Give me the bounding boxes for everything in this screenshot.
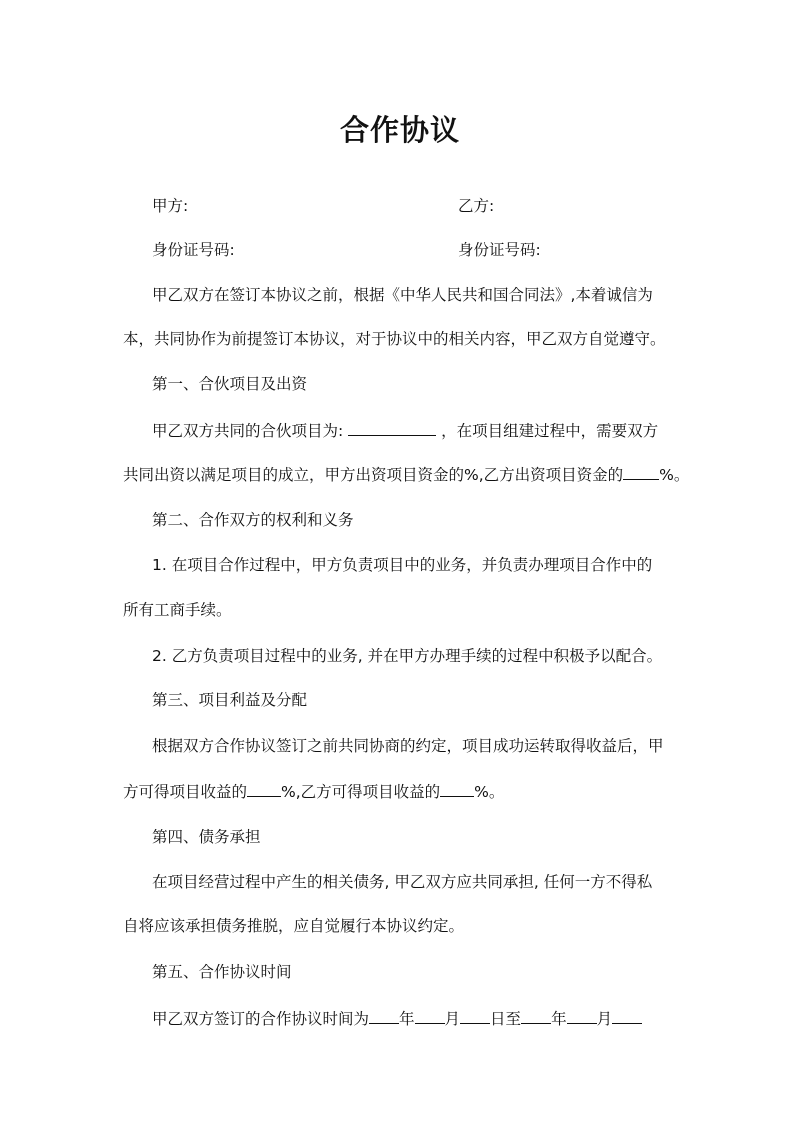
section-2-item-1-line-2: 所有工商手续。 [123, 601, 232, 619]
start-month-blank [415, 1008, 445, 1024]
end-day-blank [612, 1008, 642, 1024]
section-5-line-1-text: 甲乙双方签订的合作协议时间为 [152, 1010, 370, 1028]
section-1-heading: 第一、合伙项目及出资 [152, 375, 308, 393]
section-1-line-1-text-b: ，在项目组建过程中，需要双方 [441, 422, 659, 440]
section-1-line-1 [152, 420, 658, 441]
section-2-item-2: 2. 乙方负责项目过程中的业务, 并在甲方办理手续的过程中积极予以配合。 [152, 647, 663, 665]
start-month-label: 月 [444, 1010, 461, 1028]
section-3-line-1: 根据双方合作协议签订之前共同协商的约定，项目成功运转取得收益后，甲 [152, 737, 664, 755]
section-5-line-1 [152, 1008, 642, 1029]
section-4-line-1: 在项目经营过程中产生的相关债务, 甲乙双方应共同承担, 任何一方不得私 [152, 873, 653, 891]
start-day-blank [460, 1008, 490, 1024]
project-name-blank [348, 420, 436, 436]
page-title: 合作协议 [339, 113, 460, 147]
party-b-share-blank [623, 464, 659, 480]
party-b-income-blank [440, 781, 474, 797]
section-2-heading: 第二、合作双方的权利和义务 [152, 511, 354, 529]
start-year-label: 年 [399, 1010, 415, 1028]
party-b-label: 乙方: [458, 197, 495, 215]
section-1-line-2 [123, 464, 689, 485]
party-b-id-label: 身份证号码: [458, 241, 541, 259]
end-year-label: 年 [551, 1010, 567, 1028]
intro-line-1: 甲乙双方在签订本协议之前，根据《中华人民共和国合同法》,本着诚信为 [152, 286, 653, 304]
start-year-blank [369, 1008, 399, 1024]
section-3-line-2-text-b: %,乙方可得项目收益的 [281, 783, 441, 801]
section-3-line-2-text-a: 方可得项目收益的 [123, 783, 248, 801]
end-month-blank [567, 1008, 597, 1024]
intro-line-2: 本，共同协作为前提签订本协议，对于协议中的相关内容，甲乙双方自觉遵守。 [123, 330, 666, 348]
section-5-heading: 第五、合作协议时间 [152, 963, 292, 981]
party-a-label: 甲方: [152, 197, 189, 215]
start-day-to-label: 日至 [490, 1010, 522, 1028]
section-1-line-2-text-a: 共同出资以满足项目的成立，甲方出资项目资金的%,乙方出资项目资金的 [123, 466, 624, 484]
end-month-label: 月 [596, 1010, 613, 1028]
end-year-blank [521, 1008, 551, 1024]
section-3-heading: 第三、项目利益及分配 [152, 691, 308, 709]
section-4-line-2: 自将应该承担债务推脱，应自觉履行本协议约定。 [123, 917, 465, 935]
section-3-line-2 [123, 781, 504, 802]
section-4-heading: 第四、债务承担 [152, 828, 261, 846]
section-1-line-1-text-a: 甲乙双方共同的合伙项目为: [152, 422, 344, 440]
section-1-line-2-text-b: %。 [659, 466, 690, 484]
section-3-line-2-text-c: %。 [474, 783, 505, 801]
party-a-income-blank [247, 781, 281, 797]
section-2-item-1-line-1: 1. 在项目合作过程中，甲方负责项目中的业务，并负责办理项目合作中的 [152, 556, 653, 574]
party-a-id-label: 身份证号码: [152, 241, 235, 259]
